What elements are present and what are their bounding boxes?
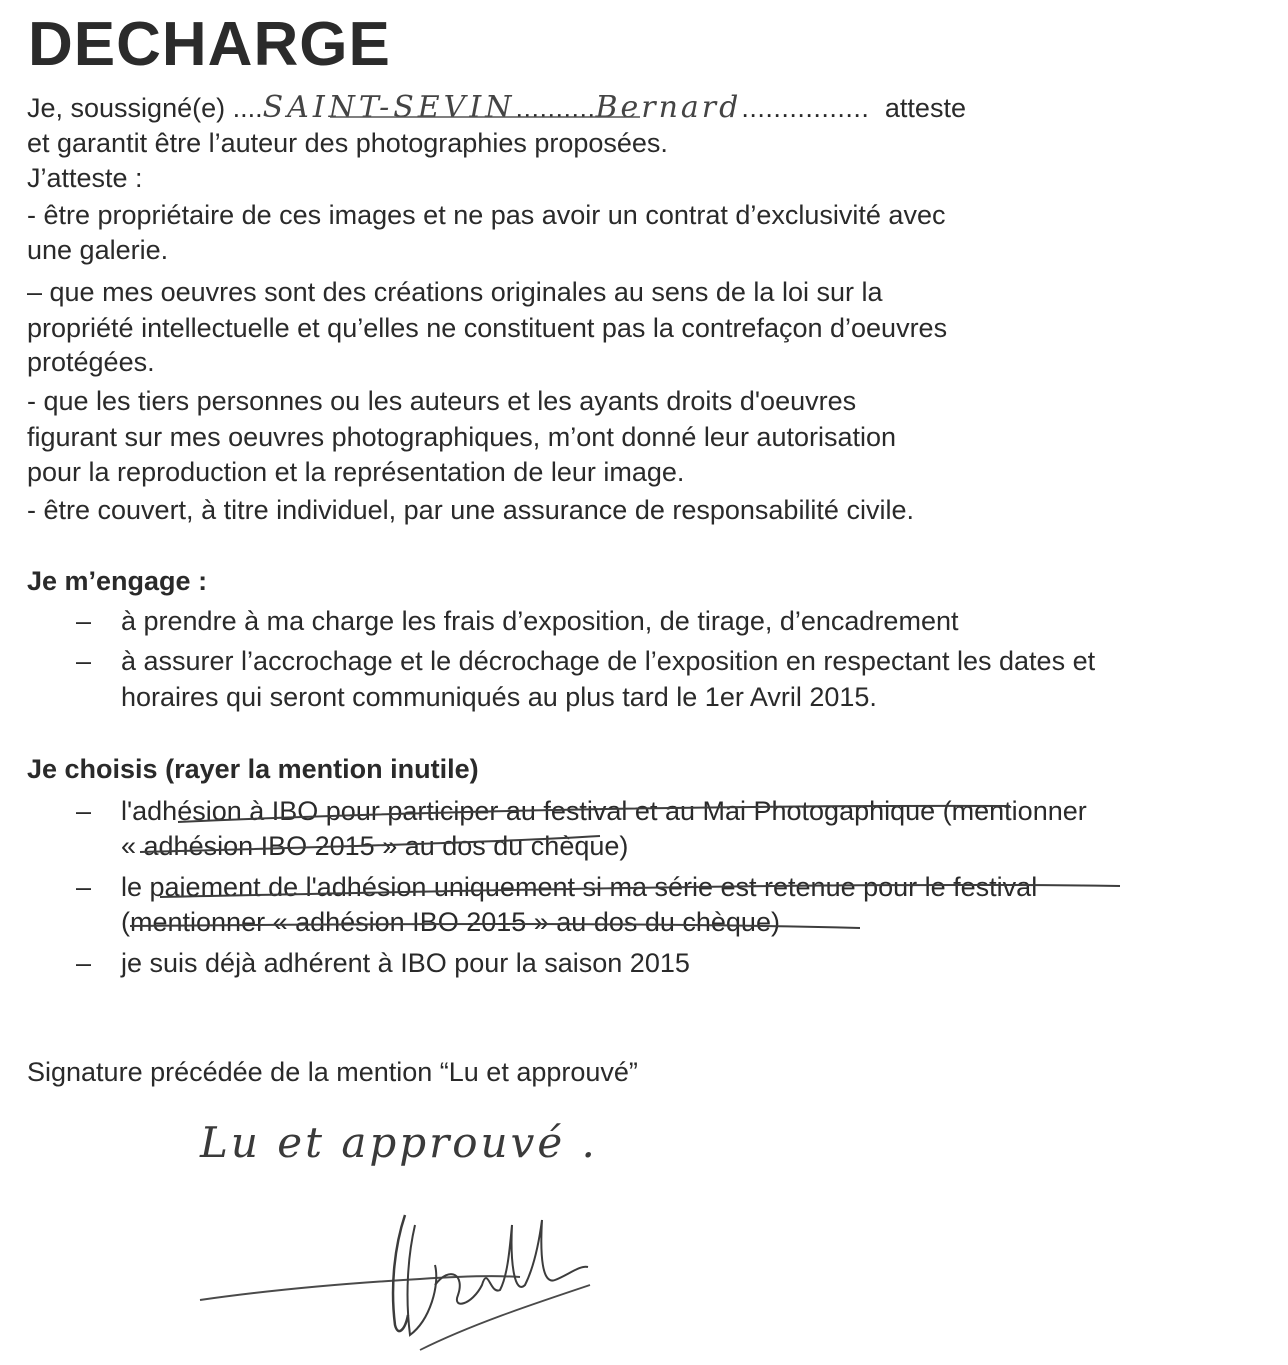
attestation-line: figurant sur mes oeuvres photographiques, m’ont donné leur autorisation	[27, 422, 897, 452]
intro-suffix: atteste	[884, 93, 966, 123]
attestation-line: – que mes oeuvres sont des créations originales au sens de la loi sur la	[27, 277, 883, 307]
list-dash: –	[76, 606, 92, 636]
intro-dots-end: ................	[741, 93, 870, 123]
choice-heading: Je choisis (rayer la mention inutile)	[27, 754, 479, 784]
list-dash: –	[76, 948, 92, 978]
signature-label: Signature précédée de la mention “Lu et approuvé”	[27, 1057, 638, 1087]
intro-dots-mid: ..........	[515, 93, 596, 123]
list-dash: –	[76, 646, 92, 676]
attestation-line: propriété intellectuelle et qu’elles ne constituent pas la contrefaçon d’oeuvres	[27, 313, 948, 343]
list-dash: –	[76, 872, 92, 902]
signature-drawing	[190, 1205, 610, 1355]
choice-item: « adhésion IBO 2015 » au dos du chèque)	[121, 831, 629, 861]
intro-line	[27, 91, 966, 125]
attestation-line: - être couvert, à titre individuel, par une assurance de responsabilité civile.	[27, 495, 914, 525]
attestation-line: pour la reproduction et la représentation de leur image.	[27, 457, 685, 487]
engage-item: à assurer l’accrochage et le décrochage de l’exposition en respectant les dates et	[121, 646, 1096, 676]
list-dash: –	[76, 796, 92, 826]
choice-item: (mentionner « adhésion IBO 2015 » au dos du chèque)	[121, 907, 780, 937]
intro-prefix: Je, soussigné(e) ....	[27, 93, 263, 123]
intro-line-2: et garantit être l’auteur des photographies proposées.	[27, 128, 668, 158]
handwritten-firstname: Bernard	[595, 90, 742, 125]
handwritten-approval: Lu et approuvé .	[200, 1118, 598, 1167]
choice-item: je suis déjà adhérent à IBO pour la saison 2015	[121, 948, 690, 978]
handwritten-surname: SAINT-SEVIN	[262, 90, 516, 125]
choice-item: l'adhésion à IBO pour participer au festival et au Mai Photogaphique (mentionner	[121, 796, 1087, 826]
attestation-line: une galerie.	[27, 235, 169, 265]
document-title: DECHARGE	[28, 10, 391, 79]
engage-item: horaires qui seront communiqués au plus tard le 1er Avril 2015.	[121, 682, 877, 712]
attestation-line: - être propriétaire de ces images et ne pas avoir un contrat d’exclusivité avec	[27, 200, 946, 230]
attestation-line: protégées.	[27, 347, 155, 377]
choice-item: le paiement de l'adhésion uniquement si ma série est retenue pour le festival	[121, 872, 1038, 902]
engage-item: à prendre à ma charge les frais d’exposition, de tirage, d’encadrement	[121, 606, 959, 636]
attestation-line: - que les tiers personnes ou les auteurs et les ayants droits d'oeuvres	[27, 386, 857, 416]
intro-line-3: J’atteste :	[27, 163, 143, 193]
engage-heading: Je m’engage :	[27, 566, 208, 596]
